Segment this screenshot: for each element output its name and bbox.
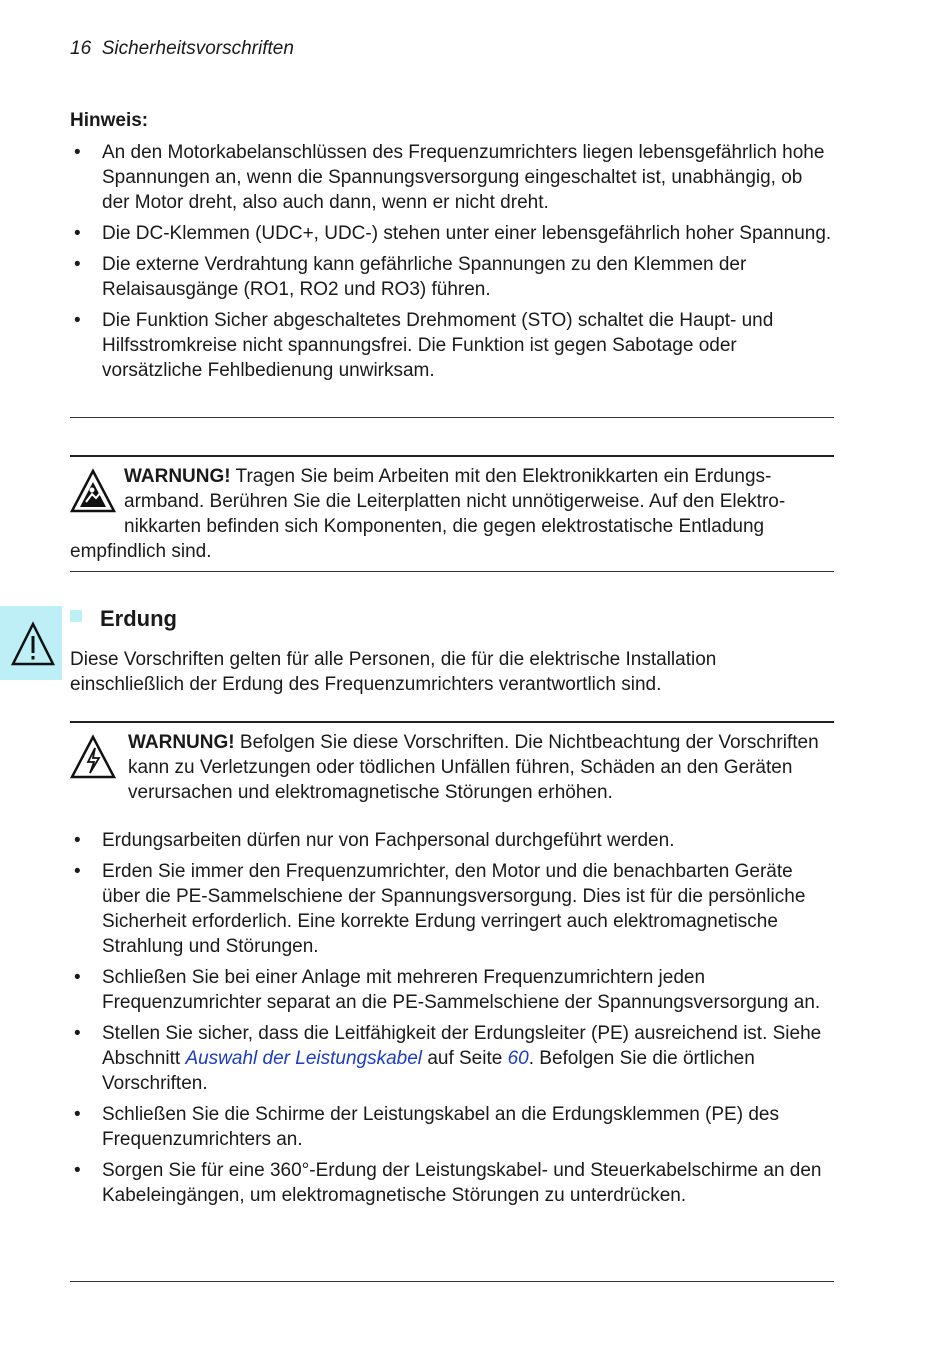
divider — [70, 417, 834, 418]
grounding-item — [70, 1021, 834, 1096]
section-intro: Diese Vorschriften gelten für alle Personen, die für die elektrische Installation einschließlich der Erdung des Frequenzumrichters verantwortlich sind. — [70, 649, 717, 695]
note-item: • Die DC-Klemmen (UDC+, UDC-) stehen unter einer lebensgefährlich hoher Spannung. — [70, 221, 834, 246]
note-list — [70, 140, 834, 383]
section-link[interactable]: Auswahl der Leistungskabel — [185, 1048, 423, 1069]
page-number: 16 — [70, 38, 92, 59]
grounding-item: • Schließen Sie die Schirme der Leistungskabel an die Erdungsklemmen (PE) des Frequenzumrichters an. — [70, 1102, 834, 1152]
warning-label: WARNUNG! — [128, 732, 235, 753]
electrical-warning — [70, 730, 834, 805]
note-item: • Die externe Verdrahtung kann gefährliche Spannungen zu den Klemmen der Relaisausgänge (RO1, RO2 und RO3) führen. — [70, 252, 834, 302]
note-label: Hinweis: — [70, 110, 149, 131]
note-block — [70, 110, 834, 389]
grounding-block — [70, 828, 834, 1214]
grounding-list — [70, 828, 834, 1208]
section-title-text: Erdung — [100, 606, 177, 631]
esd-warning — [70, 464, 834, 564]
divider — [70, 455, 834, 457]
page-link[interactable]: 60 — [507, 1048, 529, 1069]
divider — [70, 571, 834, 572]
divider — [70, 1281, 834, 1282]
electrical-hazard-icon — [70, 734, 116, 787]
warning-text: Befolgen Sie diese Vorschriften. Die Nichtbeachtung der Vorschriften kann zu Verletzungen oder tödlichen Unfällen führen, Schäden an den Geräten verursachen und elektromagnetische Störungen erhöhen. — [128, 732, 819, 803]
side-warning-tab — [0, 606, 62, 680]
page-header — [70, 38, 294, 60]
note-item: • Die Funktion Sicher abgeschaltetes Drehmoment (STO) schaltet die Haupt- und Hilfsstromkreise nicht spannungsfrei. Die Funktion ist gegen Sabotage oder vorsätzliche Fehlbedienung unwirksam. — [70, 308, 834, 383]
page-header-title: Sicherheitsvorschriften — [101, 38, 294, 59]
warning-text: Tragen Sie beim Arbeiten mit den Elektronikkarten ein Erdungs-armband. Berühren Sie die Leiterplatten nicht unnötigerweise. Auf den Elektro-nikkarten befinden sich Komponenten, die gegen elektrostatische Entladung empfindlich sind. — [70, 466, 786, 562]
grounding-item-text: auf Seite — [427, 1048, 503, 1069]
grounding-item-text: . Befolgen Sie die örtlichen Vorschriften. — [102, 1048, 755, 1094]
warning-label: WARNUNG! — [124, 466, 231, 487]
divider — [70, 721, 834, 723]
grounding-item: • Sorgen Sie für eine 360°-Erdung der Leistungskabel- und Steuerkabelschirme an den Kabeleingängen, um elektromagnetische Störungen zu unterdrücken. — [70, 1158, 834, 1208]
note-item: • An den Motorkabelanschlüssen des Frequenzumrichters liegen lebensgefährlich hohe Spannungen an, wenn die Spannungsversorgung eingeschaltet ist, unabhängig, ob der Motor dreht, also auch dann, wenn er nicht dreht. — [70, 140, 834, 215]
grounding-item: • Erden Sie immer den Frequenzumrichter, den Motor und die benachbarten Geräte über die PE-Sammelschiene der Spannungsversorgung. Dies ist für die persönliche Sicherheit erforderlich. Eine korrekte Erdung verringert auch elektromagnetische Strahlung und Störungen. — [70, 859, 834, 959]
section-marker — [70, 610, 82, 622]
grounding-item-text: Stellen Sie sicher, dass die Leitfähigkeit der Erdungsleiter (PE) ausreichend ist. Siehe Abschnitt — [102, 1023, 822, 1069]
grounding-item: • Schließen Sie bei einer Anlage mit mehreren Frequenzumrichtern jeden Frequenzumrichter separat an die PE-Sammelschiene der Spannungsversorgung an. — [70, 965, 834, 1015]
grounding-item: • Erdungsarbeiten dürfen nur von Fachpersonal durchgeführt werden. — [70, 828, 834, 853]
esd-warning-icon — [70, 468, 116, 521]
section-title — [70, 606, 177, 632]
general-warning-icon — [0, 606, 62, 680]
